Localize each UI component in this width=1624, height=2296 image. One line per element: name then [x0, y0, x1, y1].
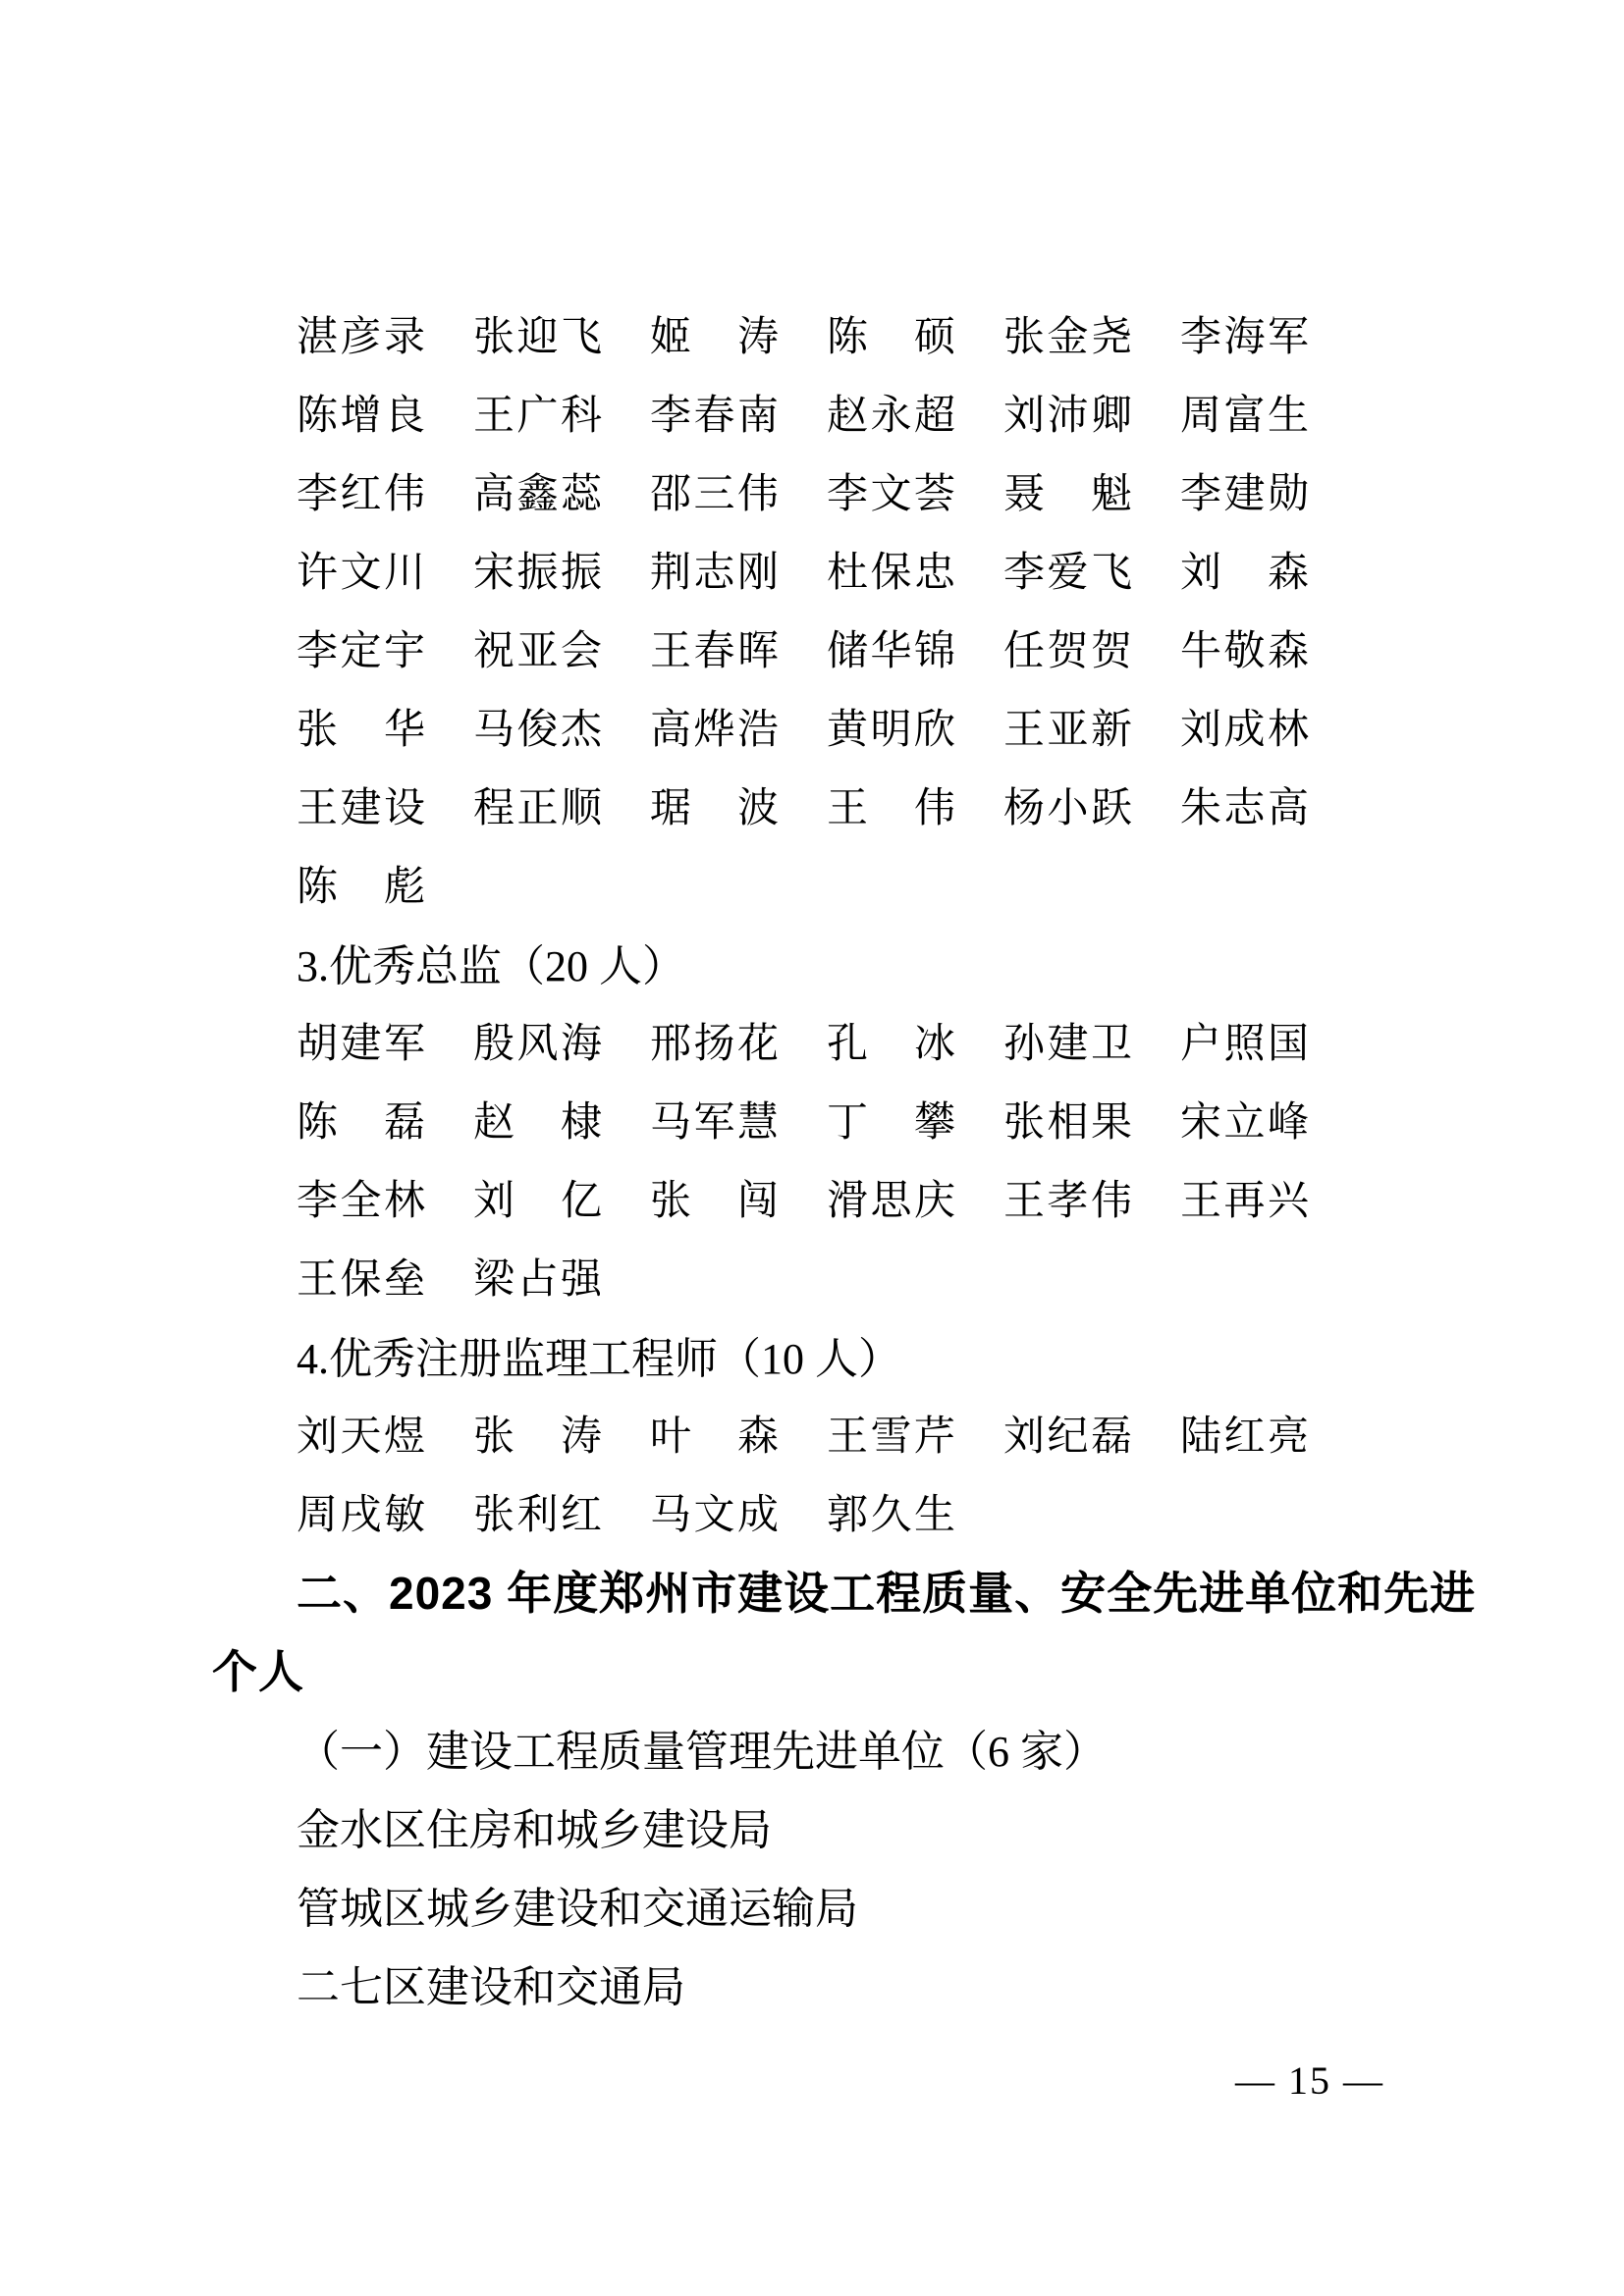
person-name: 高烨浩 [650, 708, 779, 753]
section-heading-bold: 个人 [212, 1646, 304, 1697]
person-name: 祝亚会 [473, 629, 602, 674]
person-name: 王亚新 [1003, 708, 1132, 753]
person-name: 赵永超 [827, 394, 955, 439]
person-name: 张 华 [297, 708, 425, 753]
person-name: 刘纪磊 [1003, 1415, 1132, 1460]
person-name: 任贺贺 [1003, 629, 1132, 674]
person-name: 刘沛卿 [1003, 394, 1132, 439]
person-name: 姬 涛 [650, 315, 779, 360]
name-list-row [212, 373, 1434, 452]
person-name: 张 涛 [473, 1415, 602, 1460]
person-name: 邢扬花 [650, 1022, 779, 1067]
name-list-row [212, 844, 1434, 923]
person-name: 杜保忠 [827, 551, 955, 596]
person-name: 黄明欣 [827, 708, 955, 753]
person-name: 张相果 [1003, 1100, 1132, 1146]
person-name: 王春晖 [650, 629, 779, 674]
person-name: 张金尧 [1003, 315, 1132, 360]
name-list-row [212, 687, 1434, 766]
person-name: 滑思庆 [827, 1179, 955, 1224]
person-name: 张利红 [473, 1493, 602, 1538]
org-list-item: 金水区住房和城乡建设局 [297, 1806, 772, 1854]
person-name: 李全林 [297, 1179, 425, 1224]
person-name: 李建勋 [1180, 472, 1309, 517]
person-name: 周富生 [1180, 394, 1309, 439]
person-name: 周戌敏 [297, 1493, 425, 1538]
person-name: 刘 亿 [473, 1179, 602, 1224]
name-list-row [212, 1237, 1434, 1315]
person-name: 孙建卫 [1003, 1022, 1132, 1067]
person-name: 赵 棣 [473, 1100, 602, 1146]
name-list-row [212, 766, 1434, 844]
person-name: 刘成林 [1180, 708, 1309, 753]
person-name: 孔 冰 [827, 1022, 955, 1067]
name-list-row [212, 1080, 1434, 1158]
person-name: 张迎飞 [473, 315, 602, 360]
name-list-row [212, 452, 1434, 530]
person-name: 王保垒 [297, 1257, 425, 1303]
person-name: 高鑫蕊 [473, 472, 602, 517]
person-name: 聂 魁 [1003, 472, 1132, 517]
person-name: 李爱飞 [1003, 551, 1132, 596]
name-list-row [212, 609, 1434, 687]
name-list-row [212, 294, 1434, 373]
person-name: 李文荟 [827, 472, 955, 517]
person-name: 陆红亮 [1180, 1415, 1309, 1460]
section-subheading: 4.优秀注册监理工程师（10 人） [297, 1335, 901, 1383]
org-list-item: 二七区建设和交通局 [297, 1963, 685, 2011]
person-name: 程正顺 [473, 786, 602, 831]
name-list-row [212, 1472, 1434, 1551]
person-name: 李红伟 [297, 472, 425, 517]
person-name: 户照国 [1180, 1022, 1309, 1067]
person-name: 琚 波 [650, 786, 779, 831]
person-name: 刘天煜 [297, 1415, 425, 1460]
name-list-row [212, 530, 1434, 609]
person-name: 马军慧 [650, 1100, 779, 1146]
person-name: 许文川 [297, 551, 425, 596]
person-name: 陈 磊 [297, 1100, 425, 1146]
person-name: 殷风海 [473, 1022, 602, 1067]
name-list-row [212, 1394, 1434, 1472]
person-name: 宋立峰 [1180, 1100, 1309, 1146]
person-name: 梁占强 [473, 1257, 602, 1303]
sub-section-heading: （一）建设工程质量管理先进单位（6 家） [297, 1728, 1107, 1776]
document-body [212, 294, 1477, 2022]
person-name: 朱志高 [1180, 786, 1309, 831]
page-number: — 15 — [1235, 2058, 1384, 2103]
person-name: 丁 攀 [827, 1100, 955, 1146]
person-name: 王雪芹 [827, 1415, 955, 1460]
section-subheading: 3.优秀总监（20 人） [297, 942, 685, 990]
person-name: 陈 彪 [297, 865, 425, 910]
org-list-item: 管城区城乡建设和交通运输局 [297, 1885, 858, 1933]
person-name: 陈 硕 [827, 315, 955, 360]
person-name: 储华锦 [827, 629, 955, 674]
person-name: 宋振振 [473, 551, 602, 596]
person-name: 邵三伟 [650, 472, 779, 517]
section-heading-bold: 二、2023 年度郑州市建设工程质量、安全先进单位和先进 [297, 1568, 1477, 1619]
person-name: 王广科 [473, 394, 602, 439]
person-name: 李定宇 [297, 629, 425, 674]
person-name: 李春南 [650, 394, 779, 439]
person-name: 王建设 [297, 786, 425, 831]
person-name: 叶 森 [650, 1415, 779, 1460]
person-name: 郭久生 [827, 1493, 955, 1538]
person-name: 牛敬森 [1180, 629, 1309, 674]
person-name: 马文成 [650, 1493, 779, 1538]
person-name: 胡建军 [297, 1022, 425, 1067]
person-name: 王再兴 [1180, 1179, 1309, 1224]
person-name: 王 伟 [827, 786, 955, 831]
person-name: 陈增良 [297, 394, 425, 439]
person-name: 刘 森 [1180, 551, 1309, 596]
person-name: 杨小跃 [1003, 786, 1132, 831]
person-name: 荆志刚 [650, 551, 779, 596]
person-name: 张 闯 [650, 1179, 779, 1224]
person-name: 李海军 [1180, 315, 1309, 360]
person-name: 王孝伟 [1003, 1179, 1132, 1224]
person-name: 湛彦录 [297, 315, 425, 360]
name-list-row [212, 1158, 1434, 1237]
person-name: 马俊杰 [473, 708, 602, 753]
name-list-row [212, 1001, 1434, 1080]
